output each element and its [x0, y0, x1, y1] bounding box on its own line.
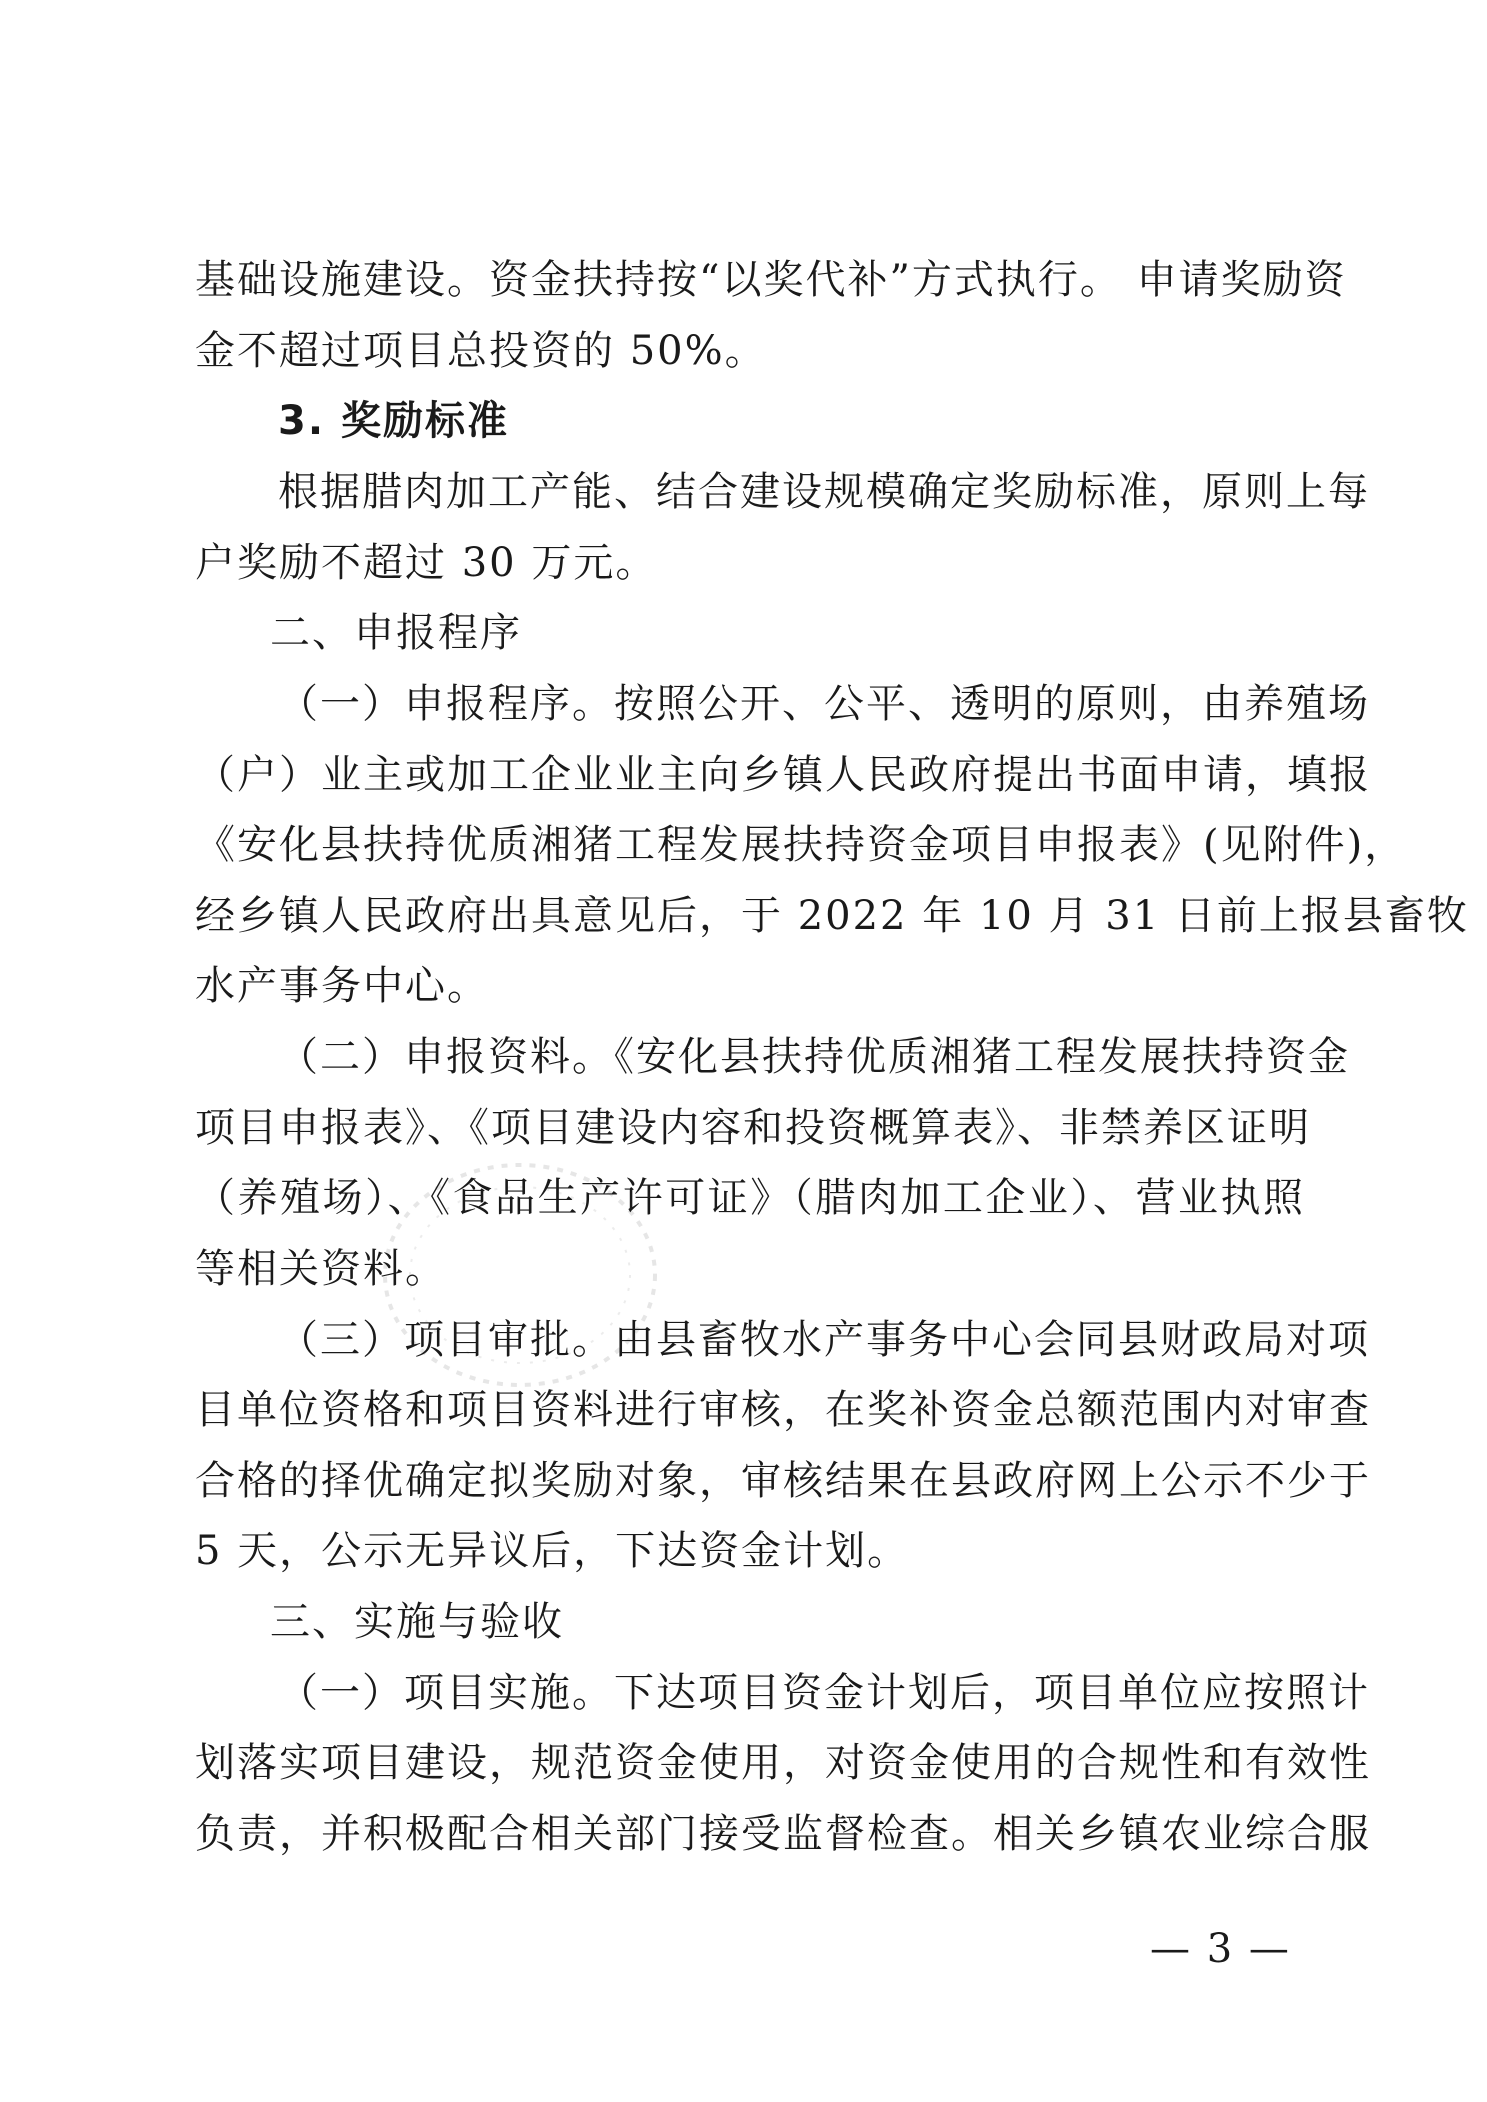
paragraph-line: （二）申报资料。《安化县扶持优质湘猪工程发展扶持资金: [278, 1034, 1350, 1080]
paragraph-line: 水产事务中心。: [195, 963, 489, 1009]
paragraph-line: 划落实项目建设，规范资金使用，对资金使用的合规性和有效性: [195, 1740, 1371, 1786]
paragraph-line: （一）项目实施。下达项目资金计划后，项目单位应按照计: [278, 1670, 1370, 1716]
paragraph-line: 户奖励不超过 30 万元。: [195, 540, 658, 586]
paragraph-line: （一）申报程序。按照公开、公平、透明的原则，由养殖场: [278, 681, 1370, 727]
section-heading-implementation-acceptance: 三、实施与验收: [270, 1599, 564, 1645]
paragraph-line: 等相关资料。: [195, 1246, 447, 1292]
paragraph-line: 经乡镇人民政府出具意见后，于 2022 年 10 月 31 日前上报县畜牧: [195, 893, 1469, 939]
paragraph-line: 《安化县扶持优质湘猪工程发展扶持资金项目申报表》(见附件)，: [195, 822, 1407, 868]
section-heading-application-procedure: 二、申报程序: [270, 610, 522, 656]
paragraph-line: 项目申报表》、《项目建设内容和投资概算表》、非禁养区证明: [195, 1105, 1311, 1151]
section-heading-reward-standard: 3. 奖励标准: [278, 398, 509, 444]
paragraph-line: （三）项目审批。由县畜牧水产事务中心会同县财政局对项: [278, 1317, 1370, 1363]
page-number: — 3 —: [1150, 1926, 1291, 1972]
paragraph-line: 5 天，公示无异议后，下达资金计划。: [195, 1528, 910, 1574]
paragraph-line: 金不超过项目总投资的 50%。: [195, 328, 767, 374]
paragraph-line: 根据腊肉加工产能、结合建设规模确定奖励标准，原则上每: [278, 469, 1370, 515]
paragraph-line: （养殖场）、《食品生产许可证》（腊肉加工企业）、营业执照: [195, 1175, 1305, 1221]
paragraph-line: 基础设施建设。资金扶持按“以奖代补”方式执行。 申请奖励资: [195, 257, 1347, 303]
paragraph-line: 合格的择优确定拟奖励对象，审核结果在县政府网上公示不少于: [195, 1458, 1371, 1504]
paragraph-line: （户）业主或加工企业业主向乡镇人民政府提出书面申请，填报: [195, 752, 1371, 798]
paragraph-line: 目单位资格和项目资料进行审核，在奖补资金总额范围内对审查: [195, 1387, 1371, 1433]
paragraph-line: 负责，并积极配合相关部门接受监督检查。相关乡镇农业综合服: [195, 1811, 1371, 1857]
